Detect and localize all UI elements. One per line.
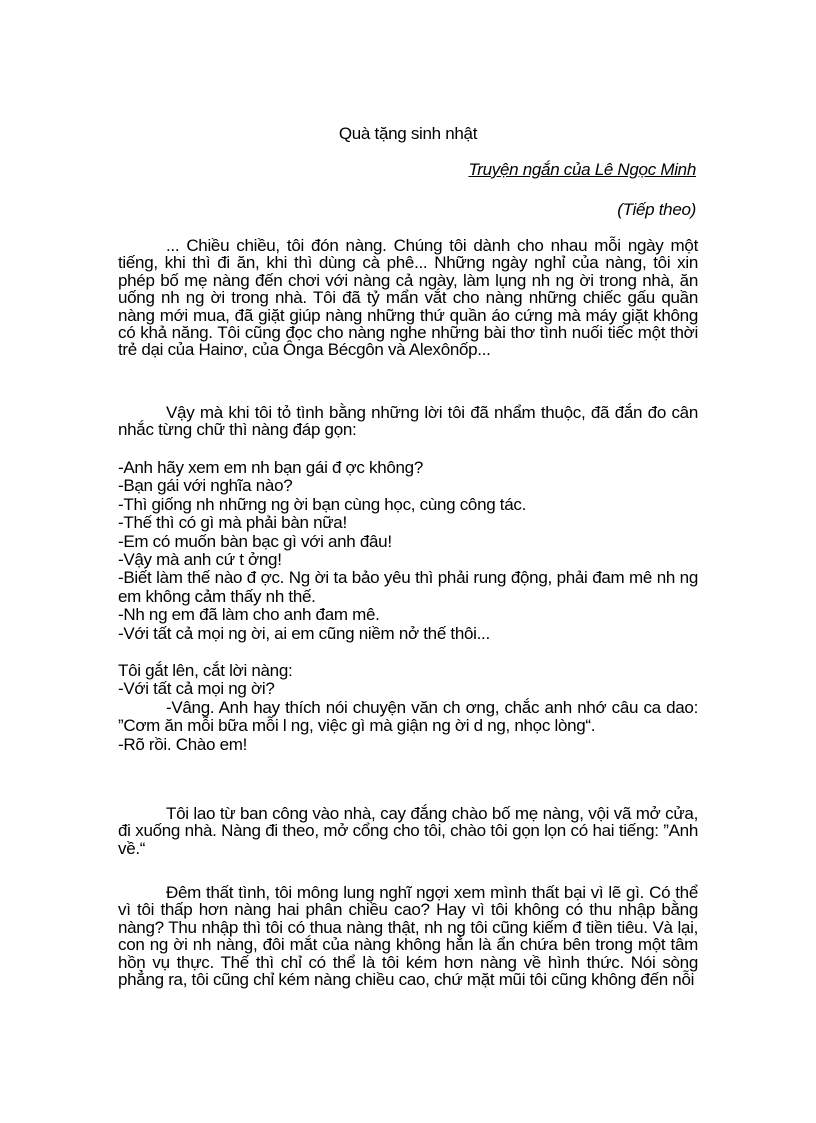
dialogue-line: -Rõ rồi. Chào em! — [118, 734, 248, 754]
dialogue-line: -Với tất cả mọi ng ời? — [118, 679, 275, 699]
dialogue-line: -Bạn gái với nghĩa nào? — [118, 476, 293, 496]
dialogue-line: -Anh hãy xem em nh bạn gái đ ợc không? — [118, 458, 423, 477]
paragraph-2: Vậy mà khi tôi tỏ tình bằng những lời tôi đã nhẩm thuộc, đã đắn đo cân nhắc từng chữ thì nàng đáp gọn: — [118, 403, 698, 440]
author-line: Truyện ngắn của Lê Ngọc Minh — [468, 160, 696, 179]
dialogue-line: -Nh ng em đã làm cho anh đam mê. — [118, 605, 380, 625]
dialogue-line: -Với tất cả mọi ng ời, ai em cũng niềm nở thế thôi... — [118, 623, 490, 643]
dialogue-line: -Thì giống nh những ng ời bạn cùng học, cùng công tác. — [118, 494, 527, 514]
dialogue-line: -Biết làm thế nào đ ợc. Ng ời ta bảo yêu thì phải rung động, phải đam mê nh ng em không cảm thấy nh thế. — [118, 568, 698, 606]
dialogue-block-1 — [118, 459, 698, 643]
dialogue-line: -Thế thì có gì mà phải bàn nữa! — [118, 513, 347, 533]
paragraph-3: Tôi lao từ ban công vào nhà, cay đắng chào bố mẹ nàng, vội vã mở cửa, đi xuống nhà. Nàng đi theo, mở cổng cho tôi, chào tôi gọn lọn có hai tiếng: ”Anh về.“ — [118, 804, 698, 858]
dialogue-block-2 — [118, 662, 698, 754]
dialogue-line: -Vậy mà anh cứ t ởng! — [118, 550, 282, 570]
dialogue-line: -Vâng. Anh hay thích nói chuyện văn ch ơng, chắc anh nhớ câu ca dao: ”Cơm ăn mỗi bữa mỗi l ng, việc gì mà giận ng ời d ng, nhọc lòng“. — [118, 697, 698, 736]
paragraph-4: Đêm thất tình, tôi mông lung nghĩ ngợi xem mình thất bại vì lẽ gì. Có thể vì tôi thấp hơn nàng hai phân chiều cao? Hay vì tôi không có thu nhập bằng nàng? Thu nhập thì tôi có thua nàng thật, nh ng tôi cũng kiếm đ tiền tiêu. Và lại, con ng ời nh nàng, đôi mắt của nàng không hẳn là ẩn chứa bên trong một tâm hồn vụ thực. Thế thì chỉ có thể là tôi kém hơn nàng về hình thức. Nói sòng phẳng ra, tôi cũng chỉ kém nàng chiều cao, chứ mặt mũi tôi cũng không đến nỗi — [118, 883, 698, 990]
story-title: Quà tặng sinh nhật — [338, 124, 478, 143]
continuation-note: (Tiếp theo) — [617, 200, 696, 219]
narration-line: Tôi gắt lên, cắt lời nàng: — [118, 661, 293, 680]
dialogue-line: -Em có muốn bàn bạc gì với anh đâu! — [118, 531, 392, 551]
paragraph-1: ... Chiều chiều, tôi đón nàng. Chúng tôi dành cho nhau mỗi ngày một tiếng, khi thì đi ăn, khi thì dùng cà phê... Những ngày nghỉ của nàng, tôi xin phép bố mẹ nàng đến chơi với nàng cả ngày, làm lụng nh ng ời trong nhà, ăn uống nh ng ời trong nhà. Tôi đã tỷ mẩn vắt cho nàng những chiếc gấu quần nàng mới mua, đã giặt giúp nàng những thứ quần áo cứng mà máy giặt không có khả năng. Tôi cũng đọc cho nàng nghe những bài thơ tình nuối tiếc một thời trẻ dại của Hainơ, của Ônga Bécgôn và Alexônốp... — [118, 236, 698, 360]
